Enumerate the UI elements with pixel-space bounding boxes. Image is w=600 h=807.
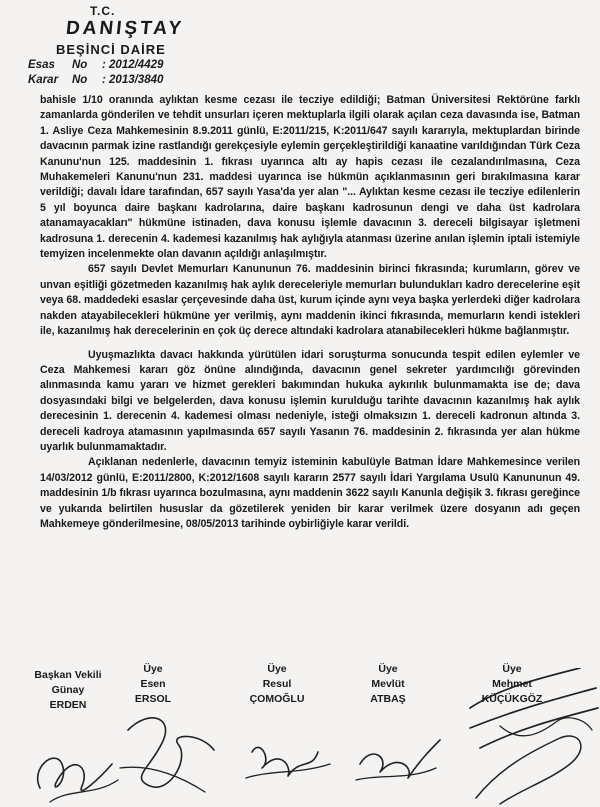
esas-label: Esas	[28, 59, 55, 71]
karar-number-line	[28, 74, 163, 86]
esas-number: : 2012/4429	[102, 59, 164, 71]
signature-first-name: Resul	[262, 678, 292, 690]
signature-role: Üye	[267, 663, 287, 675]
signature-role: Üye	[378, 663, 398, 675]
handwritten-signatures	[0, 668, 600, 807]
signature-first-name: Günay	[51, 684, 85, 696]
header-institution: DANIŞTAY	[64, 18, 186, 39]
esas-number-line	[28, 59, 163, 71]
signature-role: Üye	[143, 663, 163, 675]
signature-scribble-member-2	[246, 747, 330, 778]
signature-last-name: ERDEN	[49, 699, 87, 711]
paragraph-1: bahisle 1/10 oranında aylıktan kesme cezası ile tecziye edildiği; Batman Üniversitesi Rektörüne farklı zamanlarda gönderilen ve tehdit unsurları içeren mektuplarla ilgili olarak açılan ceza davasında ise, Batman 1. Asliye Ceza Mahkemesinin 8.9.2011 günlü, E:2011/215, K:2011/647 sayılı kararıyla, mektuplardan birinde davacının parmak izine rastlandığı gerekçesiyle eylemin gerçekleştirildiği kanaatine varıldığından Türk Ceza Kanunu'nun 125. maddesinin 1. fıkrası uyarınca altı ay hapis cezası ile cezalandırılmasına, Ceza Muhakemeleri Kanunu'nun 231. maddesi uyarınca ise hükmün açıklanmasının geri bırakılmasına karar verildiği; davalı İdare tarafından, 657 sayılı Yasa'da yer alan "... Aylıktan kesme cezası ile tecziye edilenlerin 5 yıl boyunca daire başkanı kadrolarına, daire başkanı kadrosunun dengi ve daha üst kadrolara atanamayacakları" hükmüne istinaden, dava konusu işlemle davacının 3. dereceli bilgisayar işletmeni kadrosuna 1. derecenin 4. kademesi kazanılmış hak aylığıyla atanması üzerine anılan işlemin iptali istemiyle temyizen incelenmekte olan davanın açıldığı anlaşılmıştır.	[40, 94, 580, 261]
signature-block	[0, 663, 600, 807]
karar-no-label: No	[72, 74, 88, 86]
signature-first-name: Mehmet	[492, 678, 532, 690]
signature-last-name: ERSOL	[134, 693, 172, 705]
karar-number: : 2013/3840	[102, 74, 164, 86]
signature-first-name: Esen	[140, 678, 166, 690]
header-tc: T.C.	[90, 4, 116, 18]
karar-label: Karar	[28, 74, 59, 86]
signature-role: Üye	[502, 663, 522, 675]
signature-first-name: Mevlüt	[371, 678, 405, 690]
header-chamber: BEŞİNCİ DAİRE	[56, 42, 166, 57]
signature-last-name: KÜÇÜKGÖZ	[481, 693, 543, 705]
signature-last-name: ATBAŞ	[370, 693, 406, 705]
paragraph-2: 657 sayılı Devlet Memurları Kanununun 76. maddesinin birinci fıkrasında; kurumların, görev ve unvan eşitliği gözetmeden kazanılmış hak aylık dereceleriyle memurları bulundukları kadro derecelerine eşit veya 68. maddedeki esaslar çerçevesinde daha üst, kurum içinde aynı veya başka yerlerdeki diğer kadrolara nakden atayabilecekleri hükmüne yer verilmiş, aynı maddenin ikinci fıkrasında, memurların kendi istekleri ile, kazanılmış hak derecelerinin en çok üç derece altındaki kadrolara atanabilecekleri hükme bağlanmıştır.	[40, 263, 580, 338]
paragraph-3: Uyuşmazlıkta davacı hakkında yürütülen idari soruşturma sonucunda tespit edilen eylemler ve Ceza Mahkemesi kararı göz önüne alındığında, davacının genel sekreter yardımcılığı görevinden alınmasında kamu yararı ve hizmet gerekleri bakımından hukuka aykırılık bulunmamakta ise de; dava dosyasındaki bilgi ve belgelerden, dava konusu işlemin kurulduğu tarihte davacının kazanılmış hak aylık derecesinin 1. derecenin 4. kademesi olması nedeniyle, isteği olmaksızın 1. dereceli kadronun altında 3. dereceli kadroya atamasının yapılmasında 657 sayılı Yasanın 76. maddesinin 2. fıkrasında yer alan hükme uyarlık bulunmamaktadır.	[40, 348, 580, 453]
decision-body	[40, 93, 580, 532]
signature-scribble-presiding	[38, 758, 118, 802]
signature-scribble-member-3	[356, 740, 440, 780]
signature-scribble-member-4	[470, 668, 598, 804]
signature-role: Başkan Vekili	[34, 669, 102, 681]
esas-no-label: No	[72, 59, 88, 71]
signature-scribble-member-1	[120, 718, 214, 792]
paragraph-4: Açıklanan nedenlerle, davacının temyiz isteminin kabulüyle Batman İdare Mahkemesince verilen 14/03/2012 günlü, E:2011/2800, K:2012/1608 sayılı kararın 2577 sayılı İdari Yargılama Usulü Kanununun 49. maddesinin 1/b fıkrası uyarınca bozulmasına, aynı maddenin 3622 sayılı Kanunla değişik 3. fıkrası gereğince ve yukarıda belirtilen hususlar da gözetilerek yeniden bir karar verilmek üzere dosyanın adı geçen Mahkemeye gönderilmesine, 08/05/2013 tarihinde oybirliğiyle karar verildi.	[40, 456, 580, 530]
signature-last-name: ÇOMOĞLU	[249, 693, 305, 705]
